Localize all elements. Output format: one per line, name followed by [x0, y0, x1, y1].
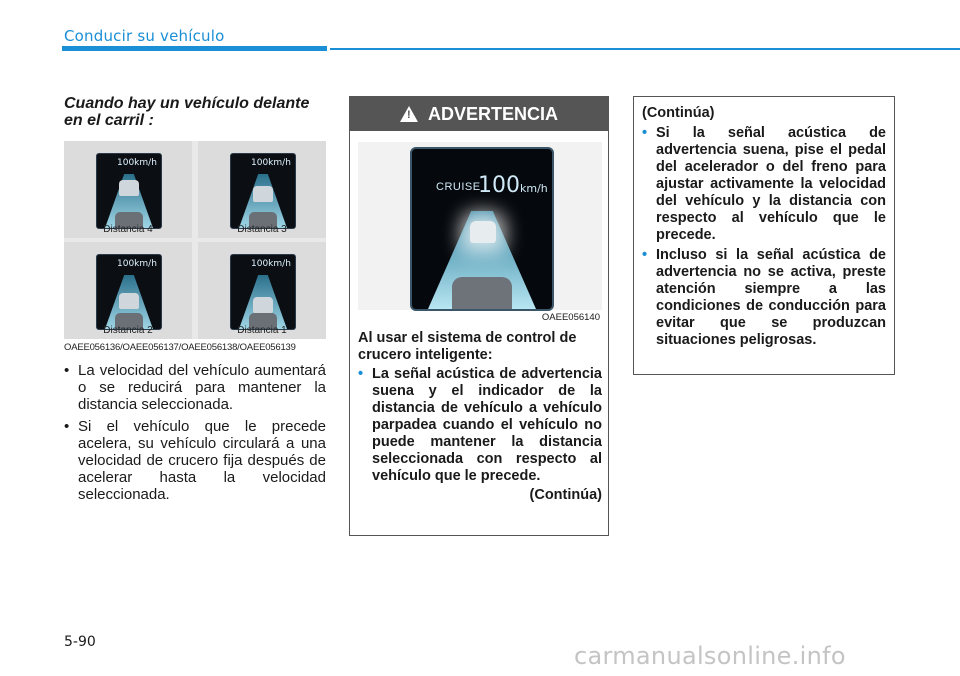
lead-car-icon	[253, 186, 273, 202]
lead-car-icon	[253, 297, 273, 313]
warning-title: ADVERTENCIA	[427, 103, 558, 124]
continued-heading: (Continúa)	[642, 105, 715, 121]
lead-car-icon	[119, 180, 139, 196]
cruise-label: CRUISE	[436, 181, 481, 193]
bullet-text: La señal acústica de advertencia suena y el indicador de la distancia de vehículo a vehículo parpadea cuando el vehículo no puede mantener la distancia seleccionada con respecto al vehículo que le precede.	[372, 366, 602, 484]
subheading: Cuando hay un vehículo delante en el carril :	[64, 95, 310, 129]
cluster-speed: 100km/h	[117, 259, 157, 269]
bullet-text: Si la señal acústica de advertencia suena, pise el pedal del acelerador o del freno para ajustar activamente la velocidad del vehículo y la distancia con respecto al vehículo que le precede.	[656, 125, 886, 243]
list-item	[642, 247, 886, 349]
list-item	[642, 125, 886, 244]
figure-code: OAEE056136/OAEE056137/OAEE056138/OAEE056139	[64, 342, 296, 353]
cluster-display	[410, 147, 554, 311]
speed-unit: km/h	[520, 182, 548, 195]
continue-label: (Continúa)	[529, 487, 602, 503]
bullet-text: La velocidad del vehículo aumentará o se reducirá para mantener la distancia seleccionada.	[78, 362, 326, 413]
lead-car-icon	[470, 221, 496, 243]
header-rule-thin	[330, 48, 960, 50]
warning-text	[358, 330, 602, 504]
page-number: 5-90	[64, 634, 96, 650]
cluster-screen	[230, 254, 296, 330]
header-rule-thick	[62, 46, 327, 51]
continued-box	[633, 96, 895, 375]
panel-caption: Distancia 2	[103, 325, 153, 336]
watermark: carmanualsonline.info	[574, 642, 846, 670]
bullet-marker: •	[64, 362, 70, 379]
bullet-text: Incluso si la señal acústica de advertencia no se activa, preste atención siempre a las condiciones de conducción para evitar que se produzcan situaciones peligrosas.	[656, 247, 886, 348]
warning-box	[349, 96, 609, 536]
warning-triangle-icon: !	[400, 106, 418, 122]
left-bullet-list	[64, 362, 326, 508]
lead-car-icon	[119, 293, 139, 309]
panel-caption: Distancia 3	[237, 224, 287, 235]
distance-panel-4	[64, 141, 192, 238]
distance-figure	[64, 141, 326, 339]
panel-caption: Distancia 1	[237, 325, 287, 336]
bullet-text: Si el vehículo que le precede acelera, su vehículo circulará a una velocidad de crucero fija después de acelerar hasta la velocidad seleccionada.	[78, 418, 326, 503]
own-car-icon	[452, 277, 512, 309]
distance-panel-3	[198, 141, 326, 238]
warning-illustration	[358, 142, 602, 310]
warning-intro: Al usar el sistema de control de crucero inteligente:	[358, 330, 577, 363]
cluster-speed-readout	[478, 173, 548, 198]
warning-image-code: OAEE056140	[541, 312, 600, 323]
bullet-marker: •	[64, 418, 70, 435]
cluster-screen	[230, 153, 296, 229]
speed-value: 100	[478, 173, 520, 198]
cluster-speed: 100km/h	[117, 158, 157, 168]
list-item	[358, 366, 602, 485]
cluster-speed: 100km/h	[251, 259, 291, 269]
cluster-screen	[96, 254, 162, 330]
distance-panel-2	[64, 242, 192, 339]
list-item	[64, 362, 326, 413]
cluster-speed: 100km/h	[251, 158, 291, 168]
continued-text	[642, 105, 886, 349]
cluster-screen	[96, 153, 162, 229]
warning-header	[350, 97, 608, 131]
list-item	[64, 418, 326, 503]
distance-panel-1	[198, 242, 326, 339]
bullet-marker: •	[642, 247, 648, 263]
panel-caption: Distancia 4	[103, 224, 153, 235]
bullet-marker: •	[358, 366, 364, 382]
bullet-marker: •	[642, 125, 648, 141]
section-title: Conducir su vehículo	[64, 27, 225, 45]
